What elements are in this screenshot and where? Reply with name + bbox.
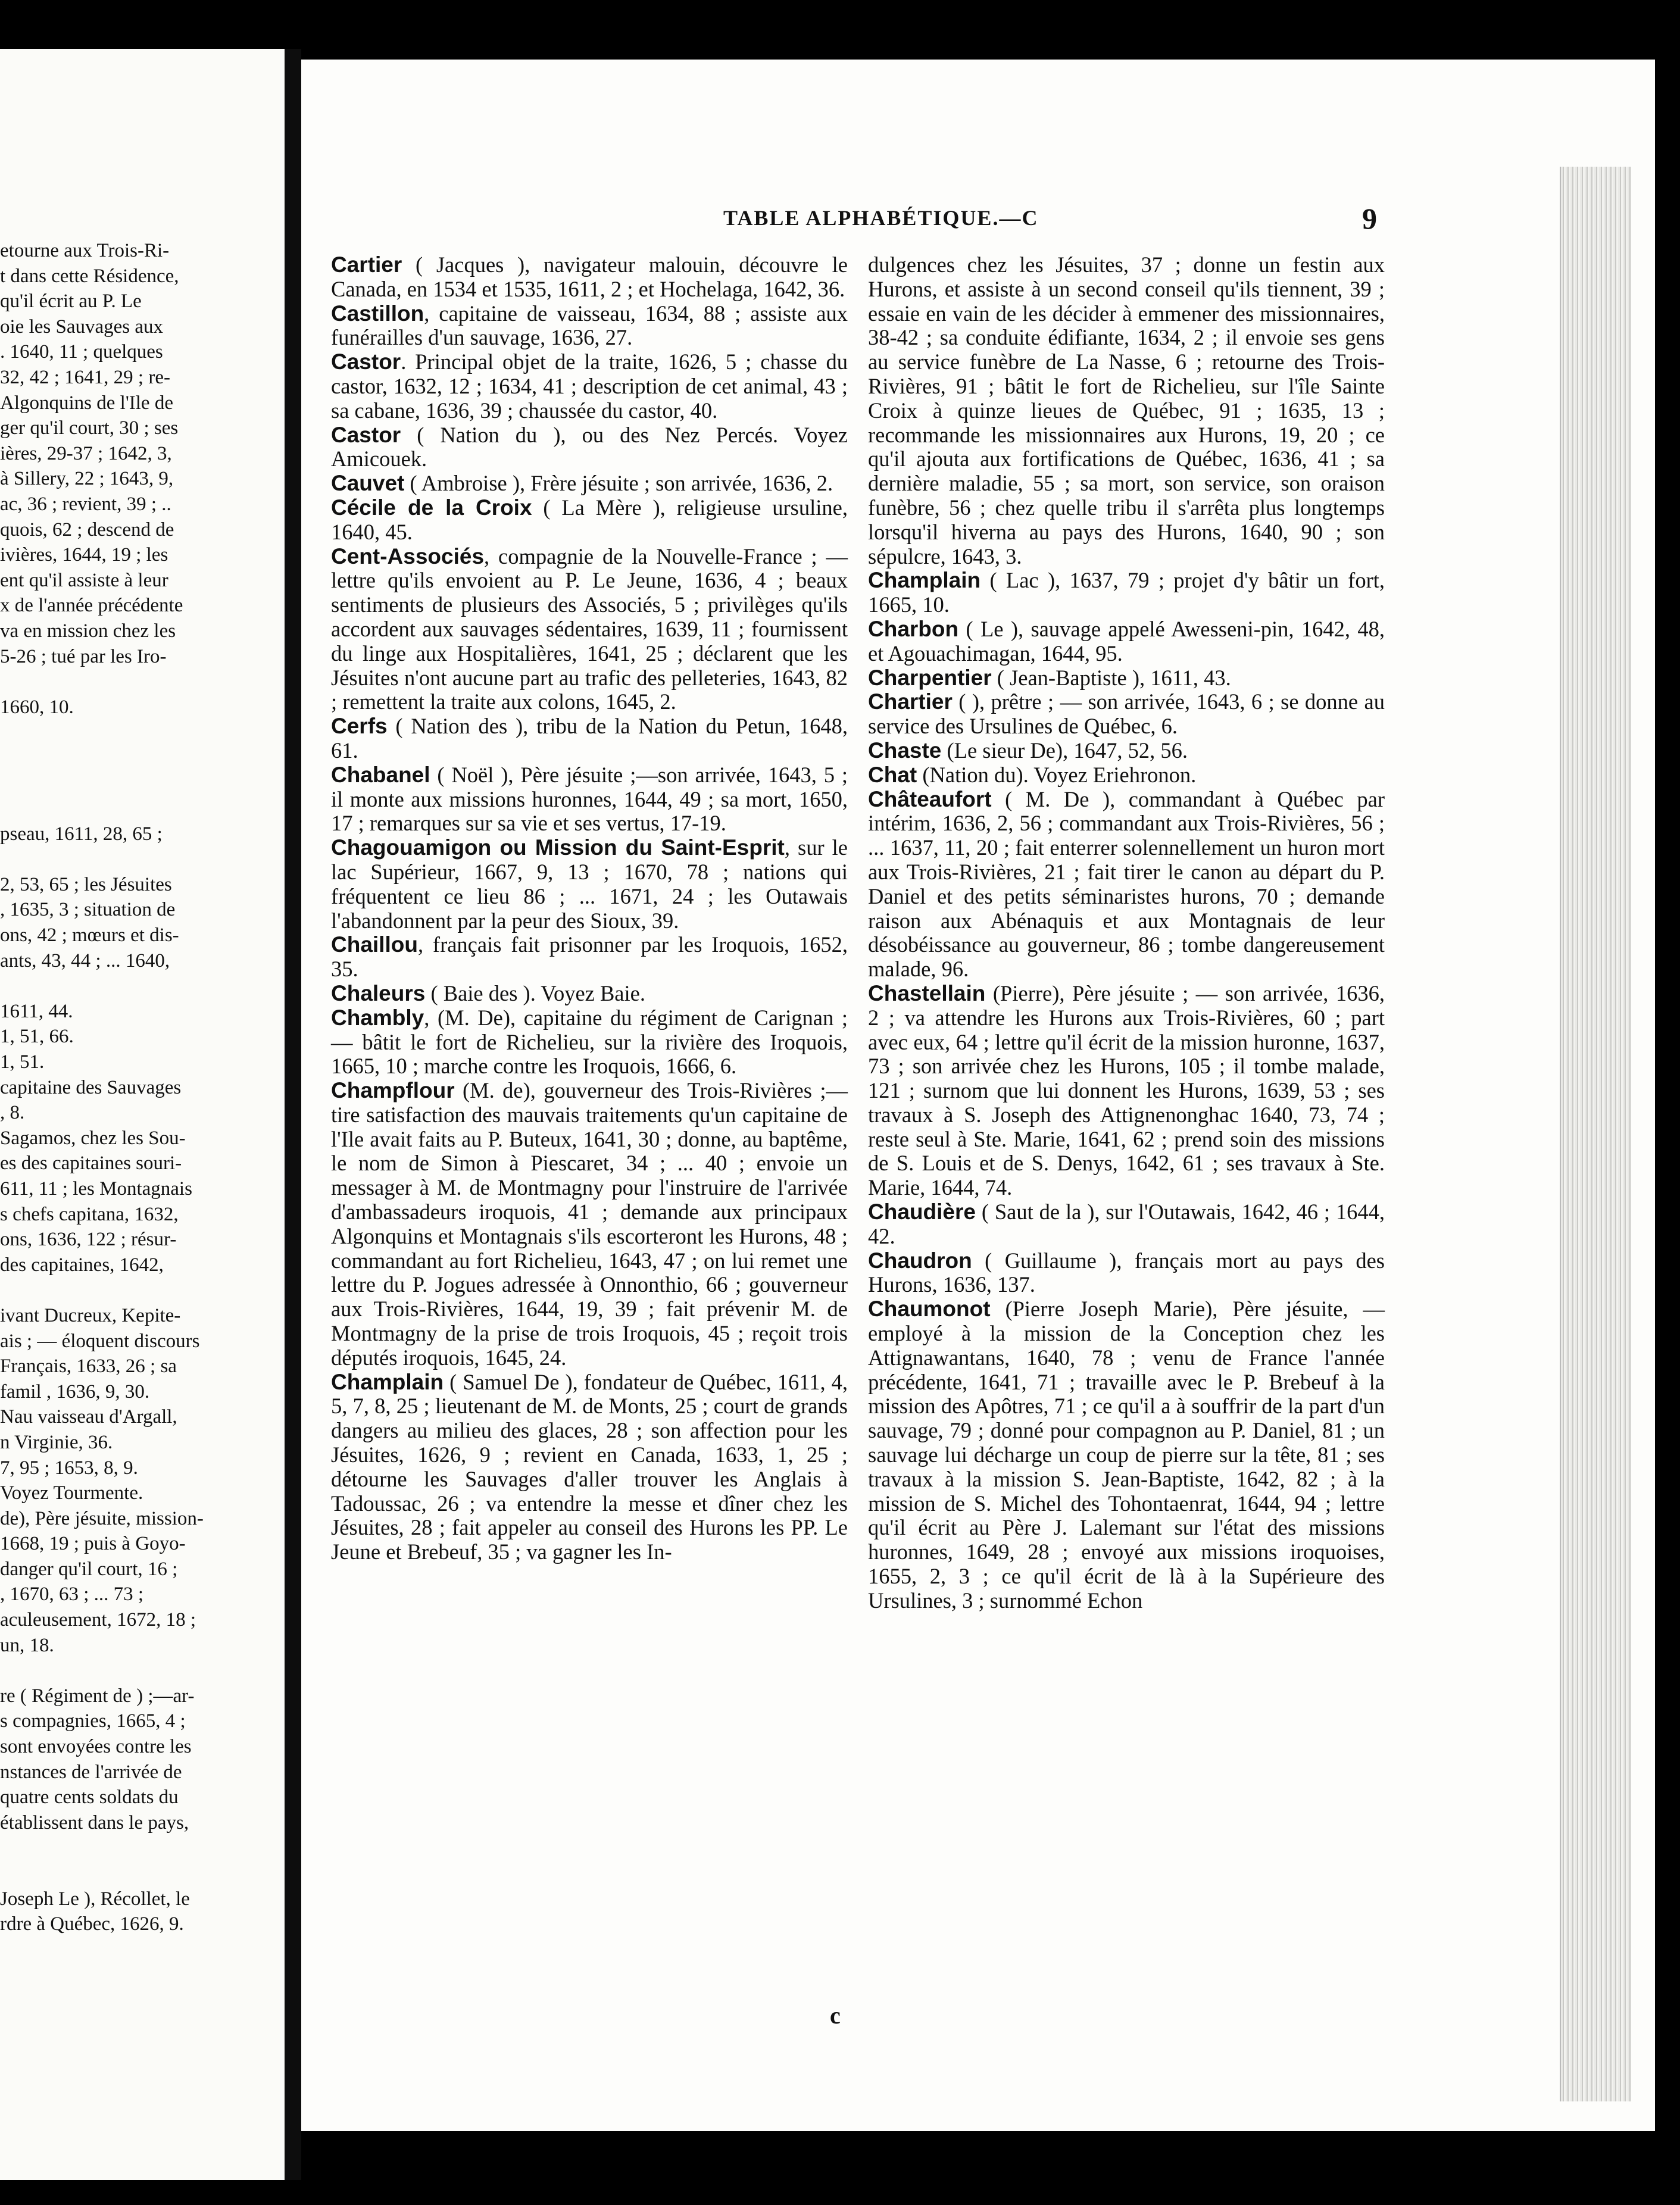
left-page-line: 611, 11 ; les Montagnais [0,1178,192,1200]
left-page-line: es des capitaines souri- [0,1153,182,1175]
left-page-line: 1, 51, 66. [0,1026,74,1048]
left-page-line: va en mission chez les [0,620,176,642]
left-page-line: ières, 29-37 ; 1642, 3, [0,442,172,464]
left-page-line: 5-26 ; tué par les Iro- [0,645,167,667]
entry-headword: Champlain [868,568,981,593]
left-page-line: oie les Sauvages aux [0,316,164,338]
left-page-line: Algonquins de l'Ile de [0,392,173,414]
left-page-line: établissent dans le pays, [0,1812,189,1834]
signature-mark: c [830,2002,841,2029]
entry-body: (M. de), gouverneur des Trois-Rivières ;—tire satisfaction des mauvais traitements qu'un capitaine de l'Ile avait faits au P. Buteux, 1641, 30 ; donne, au baptême, le nom de Simon à Piescaret, 34 ; ... 40 ; envoie un messager à M. de Montmagny pour l'instruire de l'arrivée d'ambassadeurs iroquois, 41 ; demande aux principaux Algonquins et Montagnais s'ils escorteront les Hurons, 48 ; commandant au fort Richelieu, 1643, 47 ; on lui remet une lettre du P. Jogues adressée à Onnonthio, 66 ; gouverneur aux Trois-Rivières, 1644, 19, 39 ; fait prévenir M. de Montmagny de la prise de trois Iroquois, 45 ; reçoit trois députés iroquois, 1645, 24. [331,1078,848,1370]
index-entry [868,617,1385,666]
index-entry [331,714,848,763]
left-page-line: 1611, 44. [0,1000,73,1022]
index-entry [331,253,848,302]
entry-headword: Chastellain [868,980,986,1005]
index-entry [868,569,1385,617]
page-number: 9 [1362,202,1377,235]
entry-headword: Chabanel [331,762,430,787]
entry-headword: Champflour [331,1078,455,1103]
entry-headword: Chaudron [868,1248,972,1273]
index-entry: dulgences chez les Jésuites, 37 ; donne un festin aux Hurons, et assiste à un second conseil qu'ils tiennent, 39 ; essaie en vain de les décider à emmener des missionnaires, 38-42 ; sa conduite édifiante, 1634, 2 ; il envoie ses gens au service funèbre de La Nasse, 6 ; retourne des Trois-Rivières, 91 ; bâtit le fort de Richelieu, sur l'île Sainte Croix à quinze lieues de Québec, 91 ; 1635, 13 ; recommande les missionnaires aux Hurons, 19, 20 ; ce qu'il ajouta aux fortifications de Québec, 1636, 41 ; sa dernière maladie, 55 ; sa mort, son service, son oraison funèbre, 56 ; chez quelle tribu il s'arrêta plus longtemps lorsqu'il hiverna au pays des Hurons, 1640, 90 ; son sépulcre, 1643, 3. [868,252,1385,569]
left-page-line: ons, 42 ; mœurs et dis- [0,925,179,947]
left-page-line: Sagamos, chez les Sou- [0,1127,186,1149]
left-page-line [0,669,275,695]
left-page-line [0,973,275,999]
entry-headword: Chartier [868,689,953,714]
entry-headword: Castor [331,422,401,447]
left-page-line: sont envoyées contre les [0,1736,192,1758]
left-page-line: s chefs capitana, 1632, [0,1203,179,1225]
entry-body: ( Noël ), Père jésuite ;—son arrivée, 1643, 5 ; il monte aux missions huronnes, 1644, 49 ; sa mort, 1650, 17 ; remarques sur sa vie et ses vertus, 17-19. [331,762,848,836]
left-page-line: re ( Régiment de ) ;—ar- [0,1685,195,1707]
left-page-line: , 8. [0,1102,25,1124]
left-page-line: danger qu'il court, 16 ; [0,1558,178,1580]
left-page-line: s compagnies, 1665, 4 ; [0,1710,186,1732]
page-edge-stack [1560,167,1631,2101]
entry-body: , sur le lac Supérieur, 1667, 9, 13 ; 1670, 78 ; nations qui fréquentent ce lieu 86 ; ... 1671, 24 ; les Outawais l'abandonnent par la peur des Sioux, 39. [331,835,848,933]
entry-body: ( Jacques ), navigateur malouin, découvre le Canada, en 1534 et 1535, 1611, 2 ; et Hochelaga, 1642, 36. [331,252,848,301]
index-entry [331,1006,848,1079]
left-page-line: ants, 43, 44 ; ... 1640, [0,950,170,972]
entry-body: ( Nation des ), tribu de la Nation du Petun, 1648, 61. [331,714,848,763]
left-page-line: . 1640, 11 ; quelques [0,341,163,363]
book-gutter [285,49,301,2180]
index-entry [868,690,1385,739]
entry-headword: Chambly [331,1005,424,1030]
entry-headword: Chaudière [868,1200,976,1225]
entry-headword: Castillon [331,301,424,326]
entry-body: ( La Mère ), religieuse ursuline, 1640, 45. [331,495,848,544]
index-entry [331,1370,848,1564]
left-page [0,49,285,2180]
entry-body: ( ), prêtre ; — son arrivée, 1643, 6 ; se donne au service des Ursulines de Québec, 6. [868,689,1385,739]
index-entry [331,836,848,933]
index-entry [331,471,848,496]
index-entry [331,982,848,1006]
entry-body: ( Baie des ). Voyez Baie. [425,980,645,1005]
entry-body: ( Guillaume ), français mort au pays des Hurons, 1636, 137. [868,1248,1385,1297]
entry-headword: Cécile de la Croix [331,495,532,520]
entry-headword: Charpentier [868,665,992,690]
entry-headword: Chat [868,762,917,787]
entry-headword: Cauvet [331,471,405,496]
entry-body: , français fait prisonner par les Iroquois, 1652, 35. [331,932,848,982]
running-head: TABLE ALPHABÉTIQUE.—C [723,206,1039,230]
index-entry [868,1297,1385,1613]
entry-body: ( Saut de la ), sur l'Outawais, 1642, 46 ; 1644, 42. [868,1200,1385,1248]
left-page-line [0,745,275,771]
left-page-line [0,1278,275,1303]
left-page-line: à Sillery, 22 ; 1643, 9, [0,468,174,490]
entry-headword: Cerfs [331,714,388,739]
left-page-line: Joseph Le ), Récollet, le [0,1888,190,1910]
index-entry [331,933,848,982]
entry-headword: Charbon [868,616,959,641]
entry-body: ( Lac ), 1637, 79 ; projet d'y bâtir un fort, 1665, 10. [868,568,1385,617]
left-page-line: quatre cents soldats du [0,1787,179,1809]
index-entry [331,302,848,351]
left-page-line: aculeusement, 1672, 18 ; [0,1609,196,1631]
entry-headword: Chaumonot [868,1297,991,1322]
entry-headword: Castor [331,349,401,374]
index-entry [331,545,848,715]
left-page-line: des capitaines, 1642, [0,1254,164,1276]
index-entry [331,496,848,545]
index-column-left [331,253,848,1564]
left-page-line: x de l'année précédente [0,595,183,617]
left-page-line: nstances de l'arrivée de [0,1761,182,1783]
left-page-line: , 1635, 3 ; situation de [0,899,176,921]
entry-body: ( M. De ), commandant à Québec par intérim, 1636, 2, 56 ; commandant aux Trois-Rivières, 56 ; ... 1637, 11, 20 ; fait enterrer solennellement un huron mort aux Trois-Rivières, 21 ; fait tirer le canon au départ du P. Daniel et des petits séminaristes hurons, 70 ; demande raison aux Abénaquis et aux Montagnais de leur désobéissance au gouverneur, 86 ; tombe dangereusement malade, 96. [868,786,1385,982]
left-page-line: t dans cette Résidence, [0,265,179,287]
entry-body: ( Le ), sauvage appelé Awesseni-pin, 1642, 48, et Agouachimagan, 1644, 95. [868,616,1385,666]
entry-headword: Cartier [331,252,402,277]
entry-body: (Nation du). Voyez Eriehronon. [917,762,1197,787]
left-page-line: ivières, 1644, 19 ; les [0,544,168,566]
index-entry [331,423,848,472]
entry-body: (Pierre Joseph Marie), Père jésuite, — employé à la mission de la Conception chez les Attignawantans, 1640, 78 ; venu de France l'année précédente, 1641, 71 ; travaille avec le P. Brebeuf à la mission des Apôtres, 71 ; ce qu'il a à souffrir de la part d'un sauvage, 79 ; donné pour compagnon au P. Daniel, 81 ; un sauvage lui décharge un coup de pierre sur la tête, 81 ; ses travaux à la mission S. Jean-Baptiste, 1642, 82 ; à la mission de S. Michel des Tohontaenrat, 1644, 94 ; lettre qu'il écrit au Père J. Lalemant sur l'état des missions huronnes, 1649, 28 ; envoyé aux missions iroquoises, 1655, 2, 3 ; ce qu'il écrit de là à la Supérieure des Ursulines, 3 ; surnommé Echon [868,1297,1385,1613]
left-page-line: ger qu'il court, 30 ; ses [0,417,179,439]
entry-body: ( Jean-Baptiste ), 1611, 43. [991,665,1231,690]
left-page-line: un, 18. [0,1634,54,1656]
entry-headword: Châteaufort [868,786,992,811]
entry-headword: Chaillou [331,932,418,957]
left-page-line: 1, 51. [0,1051,45,1073]
index-entry [868,1200,1385,1249]
left-page-line: quois, 62 ; descend de [0,519,174,541]
entry-body: (Le sieur De), 1647, 52, 56. [941,738,1188,763]
entry-body: ( Nation du ), ou des Nez Percés. Voyez Amicouek. [331,422,848,471]
left-page-line [0,796,275,822]
entry-body: ( Samuel De ), fondateur de Québec, 1611, 4, 5, 7, 8, 25 ; lieutenant de M. de Monts, 25 ; court de grands dangers au milieu des glaces, 28 ; son affection pour les Jésuites, 1626, 9 ; revient en Canada, 1633, 1, 25 ; détourne les Sauvages d'aller trouver les Anglais à Tadoussac, 26 ; va entendre la messe et dîner chez les Jésuites, 28 ; fait appeler au conseil des Hurons les PP. Le Jeune et Brebeuf, 35 ; va gagner les In- [331,1369,848,1564]
left-page-line: Voyez Tourmente. [0,1482,143,1504]
index-entry [868,739,1385,763]
left-page-line: pseau, 1611, 28, 65 ; [0,823,163,845]
index-entry [331,763,848,836]
entry-headword: Cent-Associés [331,544,485,569]
index-column-right [868,253,1385,1613]
left-page-line: ons, 1636, 122 ; résur- [0,1229,177,1251]
left-page-line: capitaine des Sauvages [0,1076,182,1098]
index-entry [331,350,848,423]
left-page-line: 7, 95 ; 1653, 8, 9. [0,1457,138,1479]
left-page-line: 32, 42 ; 1641, 29 ; re- [0,366,170,388]
index-entry [868,666,1385,691]
index-entry [868,788,1385,982]
entry-headword: Chaleurs [331,980,426,1005]
left-page-line: , 1670, 63 ; ... 73 ; [0,1584,144,1606]
left-page-line: n Virginie, 36. [0,1431,113,1453]
left-page-line: rdre à Québec, 1626, 9. [0,1913,184,1935]
left-page-line: Nau vaisseau d'Argall, [0,1406,177,1428]
index-entry [868,763,1385,788]
left-page-line [0,1861,275,1887]
left-page-line: ac, 36 ; revient, 39 ; .. [0,493,171,515]
left-page-line: famil , 1636, 9, 30. [0,1381,150,1403]
left-page-line: ivant Ducreux, Kepite- [0,1304,181,1326]
left-page-line: Français, 1633, 26 ; sa [0,1356,177,1378]
entry-body: , compagnie de la Nouvelle-France ; — lettre qu'ils envoient au P. Le Jeune, 1636, 4 ; beaux sentiments de plusieurs des Associés, 5 ; privilèges qu'ils accordent aux sauvages sédentaires, 1639, 11 ; fournissent du linge aux Hospitalières, 1641, 25 ; déclarent que les Jésuites n'ont aucune part au trafic des pelleteries, 1643, 82 ; remettent la traite aux colons, 1645, 2. [331,544,848,714]
left-page-line [0,1658,275,1684]
left-page-line [0,770,275,796]
entry-body: ( Ambroise ), Frère jésuite ; son arrivée, 1636, 2. [404,471,833,496]
left-page-line [0,847,275,872]
entry-body: , capitaine de vaisseau, 1634, 88 ; assiste aux funérailles d'un sauvage, 1636, 27. [331,301,848,350]
index-entry [868,982,1385,1200]
left-page-line: 1660, 10. [0,696,74,718]
left-page-text [0,238,275,1937]
left-page-line: ais ; — éloquent discours [0,1330,200,1352]
left-page-line: de), Père jésuite, mission- [0,1507,204,1529]
left-page-line: 1668, 19 ; puis à Goyo- [0,1533,186,1555]
left-page-line: 2, 53, 65 ; les Jésuites [0,873,172,895]
entry-headword: Champlain [331,1369,444,1394]
left-page-line [0,1835,275,1861]
entry-headword: Chaste [868,738,942,763]
left-page-line [0,720,275,745]
entry-headword: Chagouamigon ou Mission du Saint-Esprit [331,835,785,860]
index-entry [868,1249,1385,1298]
entry-body: . Principal objet de la traite, 1626, 5 ; chasse du castor, 1632, 12 ; 1634, 41 ; description de cet animal, 43 ; sa cabane, 1636, 39 ; chaussée du castor, 40. [331,349,848,423]
left-page-line: qu'il écrit au P. Le [0,291,142,313]
left-page-line: ent qu'il assiste à leur [0,569,168,591]
entry-body: (Pierre), Père jésuite ; — son arrivée, 1636, 2 ; va attendre les Hurons aux Trois-Rivières, 60 ; part avec eux, 64 ; lettre qu'il écrit de la mission huronne, 1637, 73 ; son arrivée chez les Hurons, 105 ; il tombe malade, 121 ; surnom que lui donnent les Hurons, 1639, 53 ; ses travaux à S. Joseph des Attignenonghac 1640, 73, 74 ; reste seul à Ste. Marie, 1641, 62 ; prend soin des missions de S. Louis et de S. Denys, 1642, 61 ; ses travaux à Ste. Marie, 1644, 74. [868,980,1385,1200]
entry-body: , (M. De), capitaine du régiment de Carignan ; — bâtit le fort de Richelieu, sur la rivière des Iroquois, 1665, 10 ; marche contre les Iroquois, 1666, 6. [331,1005,848,1079]
index-entry [331,1079,848,1370]
left-page-line: etourne aux Trois-Ri- [0,240,170,261]
